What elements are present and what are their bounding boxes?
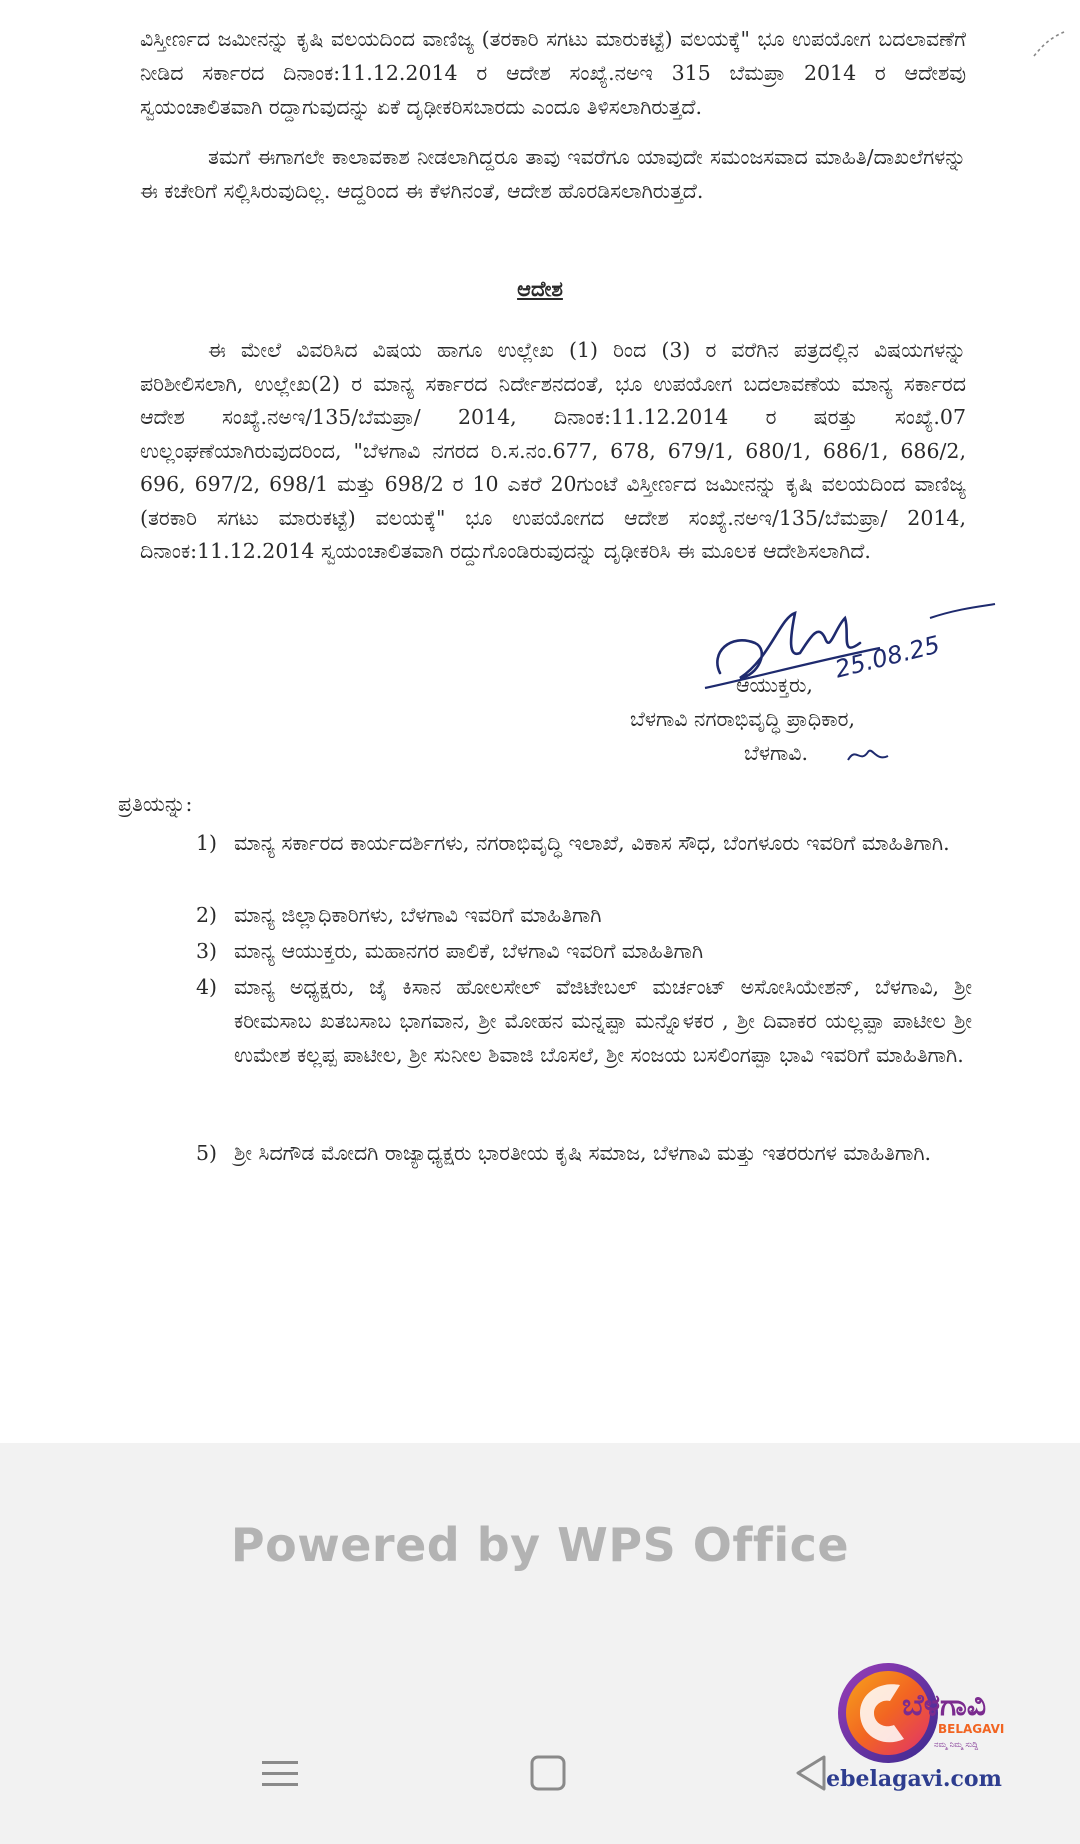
paragraph-land-use: ವಿಸ್ತೀರ್ಣದ ಜಮೀನನ್ನು ಕೃಷಿ ವಲಯದಿಂದ ವಾಣಿಜ್ಯ (ತರಕಾರಿ ಸಗಟು ಮಾರುಕಟ್ಟೆ) ವಲಯಕ್ಕೆ" ಭೂ ಉಪಯೋಗ ಬದಲಾವಣೆಗೆ ನೀಡಿದ ಸರ್ಕಾರದ ದಿನಾಂಕ:11.12.2014 ರ ಆದೇಶ ಸಂಖ್ಯೆ.ನಅಇ 315 ಬೆಮಪ್ರಾ 2014 ರ ಆದೇಶವು ಸ್ವಯಂಚಾಲಿತವಾಗಿ ರದ್ದಾಗುವುದನ್ನು ಏಕೆ ದೃಢೀಕರಿಸಬಾರದು ಎಂದೂ ತಿಳಿಸಲಾಗಿರುತ್ತದೆ. (140, 27, 966, 119)
copy-item (196, 1136, 972, 1170)
home-icon[interactable] (516, 1741, 580, 1805)
copy-number: 1) (196, 831, 218, 855)
initials-mark (844, 742, 892, 768)
site-url: ebelagavi.com (826, 1766, 1002, 1792)
copy-item (196, 898, 972, 932)
signature-org: ಬೆಳಗಾವಿ ನಗರಾಭಿವೃದ್ಧಿ ಪ್ರಾಧಿಕಾರ, (630, 707, 855, 731)
copy-text: ಮಾನ್ಯ ಅಧ್ಯಕ್ಷರು, ಜೈ ಕಿಸಾನ ಹೋಲಸೇಲ್ ವೆಜಿಟೇಬಲ್ ಮರ್ಚಂಟ್ ಅಸೋಸಿಯೇಶನ್, ಬೆಳಗಾವಿ, ಶ್ರೀ ಕರೀಮಸಾಬ ಖತಬಸಾಬ ಭಾಗವಾನ, ಶ್ರೀ ಮೋಹನ ಮನ್ನಪ್ಪಾ ಮನ್ನೊಳಕರ , ಶ್ರೀ ದಿವಾಕರ ಯಲ್ಲಪ್ಪಾ ಪಾಟೀಲ ಶ್ರೀ ಉಮೇಶ ಕಲ್ಲಪ್ಪ ಪಾಟೀಲ, ಶ್ರೀ ಸುನೀಲ ಶಿವಾಜಿ ಬೊಸಲೆ, ಶ್ರೀ ಸಂಜಯ ಬಸಲಿಂಗಪ್ಪಾ ಭಾವಿ ಇವರಿಗೆ ಮಾಹಿತಿಗಾಗಿ. (234, 975, 972, 1067)
copy-text: ಮಾನ್ಯ ಜಿಲ್ಲಾಧಿಕಾರಿಗಳು, ಬೆಳಗಾವಿ ಇವರಿಗೆ ಮಾಹಿತಿಗಾಗಿ (234, 903, 602, 927)
paragraph-order: ಈ ಮೇಲೆ ವಿವರಿಸಿದ ವಿಷಯ ಹಾಗೂ ಉಲ್ಲೇಖ (1) ರಿಂದ (3) ರ ವರೆಗಿನ ಪತ್ರದಲ್ಲಿನ ವಿಷಯಗಳನ್ನು ಪರಿಶೀಲಿಸಲಾಗಿ, ಉಲ್ಲೇಖ(2) ರ ಮಾನ್ಯ ಸರ್ಕಾರದ ನಿರ್ದೇಶನದಂತೆ, ಭೂ ಉಪಯೋಗ ಬದಲಾವಣೆಯ ಮಾನ್ಯ ಸರ್ಕಾರದ ಆದೇಶ ಸಂಖ್ಯೆ.ನಅಇ/135/ಬೆಮಪ್ರಾ/ 2014, ದಿನಾಂಕ:11.12.2014 ರ ಷರತ್ತು ಸಂಖ್ಯೆ.07 ಉಲ್ಲಂಘಣೆಯಾಗಿರುವುದರಿಂದ, "ಬೆಳಗಾವಿ ನಗರದ ರಿ.ಸ.ನಂ.677, 678, 679/1, 680/1, 686/1, 686/2, 696, 697/2, 698/1 ಮತ್ತು 698/2 ರ 10 ಎಕರೆ 20ಗುಂಟೆ ವಿಸ್ತೀರ್ಣದ ಜಮೀನನ್ನು ಕೃಷಿ ವಲಯದಿಂದ ವಾಣಿಜ್ಯ (ತರಕಾರಿ ಸಗಟು ಮಾರುಕಟ್ಟೆ) ವಲಯಕ್ಕೆ" ಭೂ ಉಪಯೋಗದ ಆದೇಶ ಸಂಖ್ಯೆ.ನಅಇ/135/ಬೆಮಪ್ರಾ/ 2014, ದಿನಾಂಕ:11.12.2014 ಸ್ವಯಂಚಾಲಿತವಾಗಿ ರದ್ದುಗೊಂಡಿರುವುದನ್ನು ದೃಢೀಕರಿಸಿ ಈ ಮೂಲಕ ಆದೇಶಿಸಲಾಗಿದೆ. (140, 338, 966, 563)
copies-title: ಪ್ರತಿಯನ್ನು: (118, 792, 193, 816)
copy-number: 5) (196, 1141, 218, 1165)
signature-place: ಬೆಳಗಾವಿ. (744, 741, 809, 765)
powered-by-wps: Powered by WPS Office (230, 1518, 850, 1572)
logo-tagline: ನಮ್ಮ ನಿಮ್ಮ ಸುದ್ದಿ (934, 1740, 979, 1749)
copy-number: 3) (196, 939, 218, 963)
scan-smudge (1030, 26, 1070, 62)
copy-text: ಮಾನ್ಯ ಆಯುಕ್ತರು, ಮಹಾನಗರ ಪಾಲಿಕೆ, ಬೆಳಗಾವಿ ಇವರಿಗೆ ಮಾಹಿತಿಗಾಗಿ (234, 939, 704, 963)
copy-item (196, 934, 972, 968)
copy-text: ಶ್ರೀ ಸಿದಗೌಡ ಮೋದಗಿ ರಾಜ್ಯಾಧ್ಯಕ್ಷರು ಭಾರತೀಯ ಕೃಷಿ ಸಮಾಜ, ಬೆಳಗಾವಿ ಮತ್ತು ಇತರರುಗಳ ಮಾಹಿತಿಗಾಗಿ. (234, 1141, 932, 1165)
paragraph-notice: ತಮಗೆ ಈಗಾಗಲೇ ಕಾಲಾವಕಾಶ ನೀಡಲಾಗಿದ್ದರೂ ತಾವು ಇವರೆಗೂ ಯಾವುದೇ ಸಮಂಜಸವಾದ ಮಾಹಿತಿ/ದಾಖಲೆಗಳನ್ನು ಈ ಕಚೇರಿಗೆ ಸಲ್ಲಿಸಿರುವುದಿಲ್ಲ. ಆದ್ದರಿಂದ ಈ ಕೆಳಗಿನಂತೆ, ಆದೇಶ ಹೊರಡಿಸಲಾಗಿರುತ್ತದೆ. (140, 145, 966, 203)
order-heading: ಆದೇಶ (517, 276, 563, 301)
signature-date: 25.08.25 (832, 630, 943, 684)
copy-number: 4) (196, 975, 218, 999)
copy-text: ಮಾನ್ಯ ಸರ್ಕಾರದ ಕಾರ್ಯದರ್ಶಿಗಳು, ನಗರಾಭಿವೃದ್ಧಿ ಇಲಾಖೆ, ವಿಕಾಸ ಸೌಧ, ಬೆಂಗಳೂರು ಇವರಿಗೆ ಮಾಹಿತಿಗಾಗಿ. (234, 831, 950, 855)
logo-sub-text: BELAGAVI (938, 1722, 1005, 1736)
menu-icon[interactable] (248, 1741, 312, 1805)
signature-title: ಆಯುಕ್ತರು, (736, 673, 813, 697)
copy-number: 2) (196, 903, 218, 927)
logo-kannada-text: ಬೆಳಗಾವಿ (902, 1688, 987, 1723)
copy-item (196, 970, 972, 1072)
copy-item (196, 826, 972, 860)
